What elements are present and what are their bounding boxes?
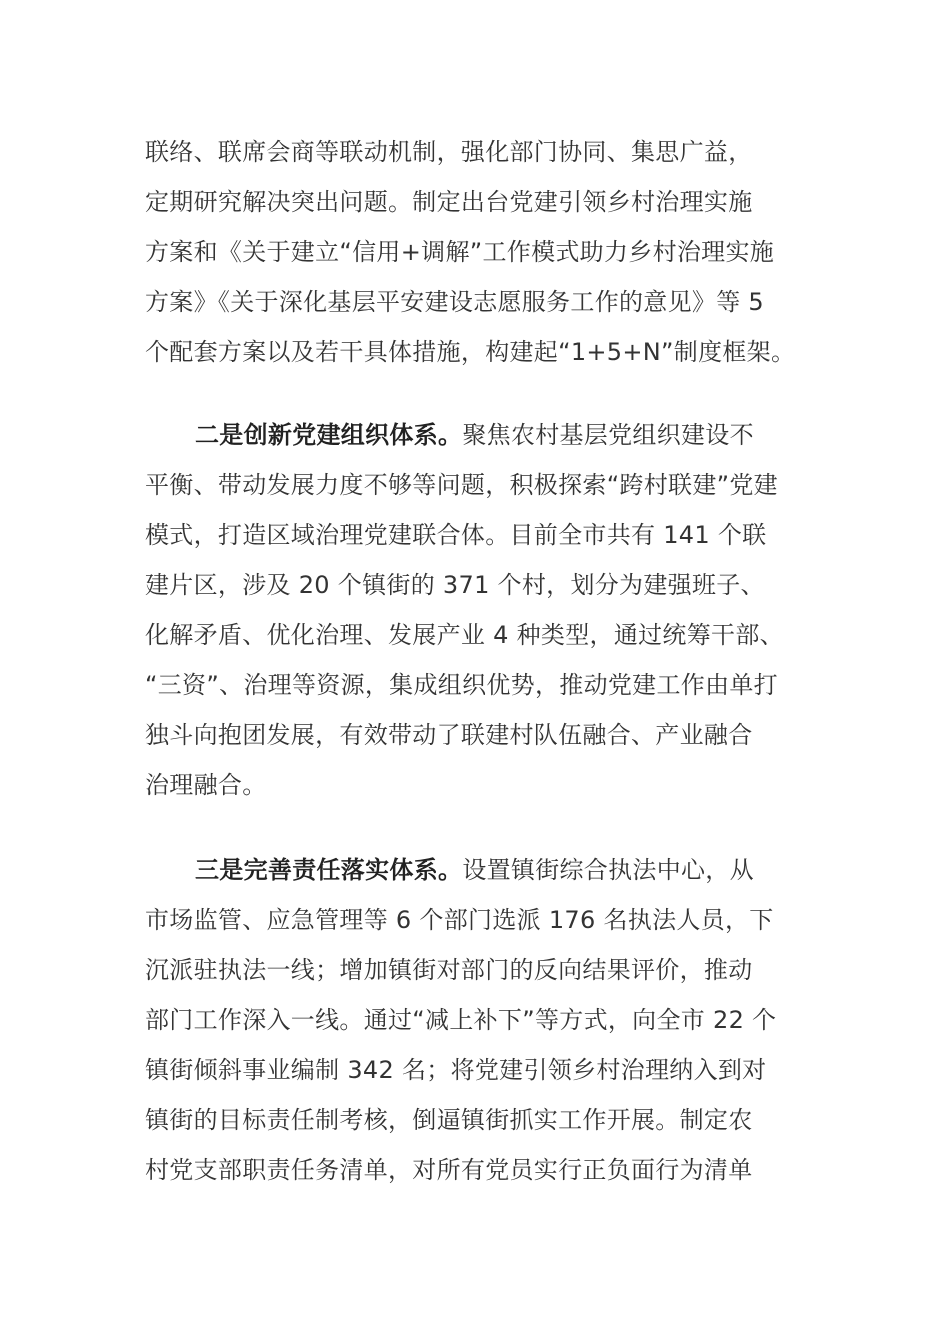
text-line: 个配套方案以及若干具体措施，构建起“1+5+N”制度框架。 <box>145 338 796 366</box>
paragraph-3 <box>145 845 825 1195</box>
text-line: 联络、联席会商等联动机制，强化部门协同、集思广益， <box>145 138 753 166</box>
text-line: 镇街的目标责任制考核，倒逼镇街抓实工作开展。制定农 <box>145 1106 753 1134</box>
paragraph-heading: 二是创新党建组织体系。 <box>195 421 463 449</box>
text-line-first <box>145 845 825 895</box>
text-line: 模式，打造区域治理党建联合体。目前全市共有 141 个联 <box>145 521 767 549</box>
text-line: 村党支部职责任务清单，对所有党员实行正负面行为清单 <box>145 1156 753 1184</box>
text-run: 设置镇街综合执法中心，从 <box>462 856 754 884</box>
paragraph-heading: 三是完善责任落实体系。 <box>195 856 463 884</box>
text-line: 方案和《关于建立“信用+调解”工作模式助力乡村治理实施 <box>145 238 775 266</box>
text-run: 聚焦农村基层党组织建设不 <box>462 421 754 449</box>
text-line: “三资”、治理等资源，集成组织优势，推动党建工作由单打 <box>145 671 778 699</box>
text-line: 镇街倾斜事业编制 342 名；将党建引领乡村治理纳入到对 <box>145 1056 767 1084</box>
text-line: 建片区，涉及 20 个镇街的 371 个村，划分为建强班子、 <box>145 571 765 599</box>
text-line: 化解矛盾、优化治理、发展产业 4 种类型，通过统筹干部、 <box>145 621 784 649</box>
text-line: 定期研究解决突出问题。制定出台党建引领乡村治理实施 <box>145 188 753 216</box>
text-line: 方案》《关于深化基层平安建设志愿服务工作的意见》等 5 <box>145 288 764 316</box>
text-line: 沉派驻执法一线；增加镇街对部门的反向结果评价，推动 <box>145 956 753 984</box>
paragraph-1 <box>145 127 825 377</box>
text-line-first <box>145 410 825 460</box>
text-line: 治理融合。 <box>145 771 267 799</box>
text-line: 独斗向抱团发展，有效带动了联建村队伍融合、产业融合 <box>145 721 753 749</box>
text-line: 平衡、带动发展力度不够等问题，积极探索“跨村联建”党建 <box>145 471 778 499</box>
text-line: 市场监管、应急管理等 6 个部门选派 176 名执法人员，下 <box>145 906 774 934</box>
paragraph-2 <box>145 410 825 810</box>
text-line: 部门工作深入一线。通过“减上补下”等方式，向全市 22 个 <box>145 1006 777 1034</box>
